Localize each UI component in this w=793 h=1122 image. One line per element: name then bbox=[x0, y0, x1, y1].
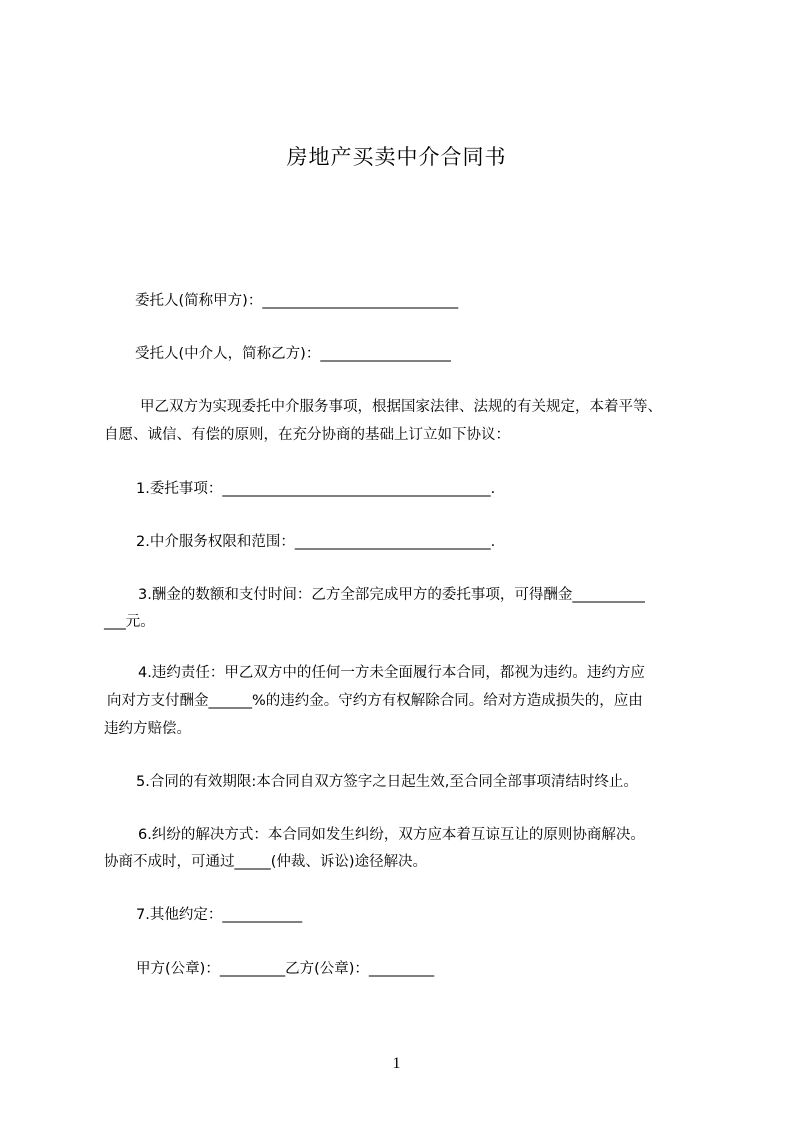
agent-party-line: 受托人(中介人，简称乙方)：__________________ bbox=[135, 346, 451, 362]
document-title: 房地产买卖中介合同书 bbox=[286, 145, 507, 169]
clause-1-entrusted-matters: 1.委托事项：_____________________________________. bbox=[136, 481, 496, 497]
clause-6-dispute-line-2: 协商不成时，可通过_____(仲裁、诉讼)途径解决。 bbox=[104, 854, 428, 870]
clause-4-breach-line-3: 违约方赔偿。 bbox=[104, 721, 191, 737]
preamble-line-2: 自愿、诚信、有偿的原则，在充分协商的基础上订立如下协议： bbox=[104, 427, 510, 443]
clause-7-other-terms: 7.其他约定：___________ bbox=[136, 907, 303, 923]
clause-2-service-scope: 2.中介服务权限和范围：___________________________. bbox=[136, 534, 496, 550]
signature-seal-line: 甲方(公章)：_________乙方(公章)：_________ bbox=[136, 961, 435, 977]
client-party-line: 委托人(简称甲方)：___________________________ bbox=[135, 293, 459, 309]
page-number: 1 bbox=[392, 1055, 401, 1072]
clause-4-breach-line-2: 向对方支付酬金______%的违约金。守约方有权解除合同。给对方造成损失的，应由 bbox=[107, 693, 643, 709]
clause-3-remuneration-line-1: 3.酬金的数额和支付时间：乙方全部完成甲方的委托事项，可得酬金__________ bbox=[138, 587, 645, 603]
clause-4-breach-line-1: 4.违约责任：甲乙双方中的任何一方未全面履行本合同，都视为违约。违约方应 bbox=[138, 665, 645, 681]
clause-3-remuneration-line-2: ___元。 bbox=[104, 614, 155, 630]
clause-5-validity-period: 5.合同的有效期限:本合同自双方签字之日起生效,至合同全部事项清结时终止。 bbox=[136, 774, 638, 790]
preamble-line-1: 甲乙双方为实现委托中介服务事项，根据国家法律、法规的有关规定，本着平等、 bbox=[140, 399, 662, 415]
clause-6-dispute-line-1: 6.纠纷的解决方式：本合同如发生纠纷，双方应本着互谅互让的原则协商解决。 bbox=[138, 827, 645, 843]
